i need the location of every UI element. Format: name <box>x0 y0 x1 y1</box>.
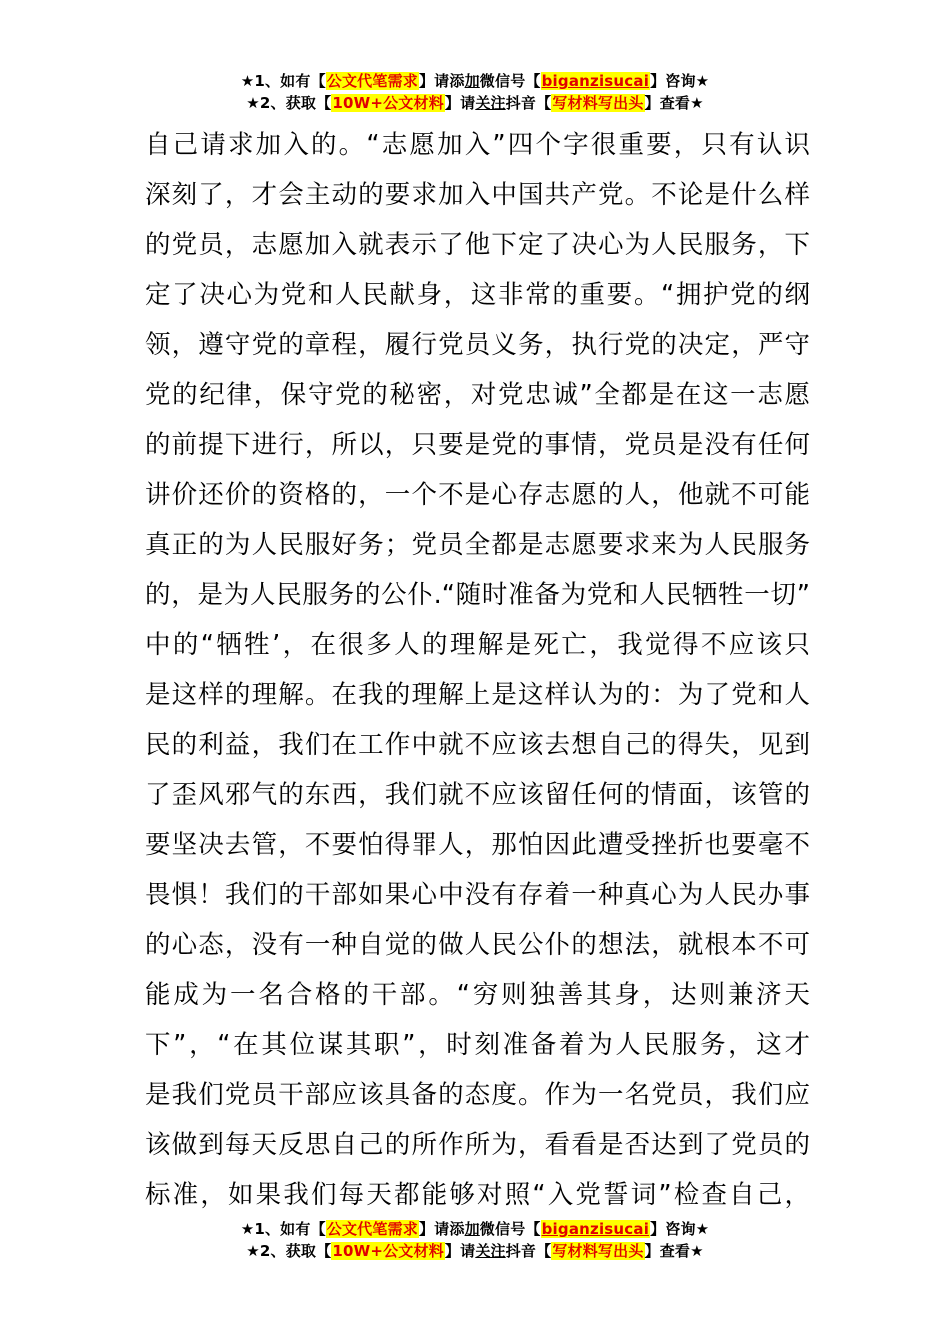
body-line: 下”，“在其位谋其职”，时刻准备着为人民服务，这才 <box>145 1030 810 1060</box>
banner-text: ★1、如有【 <box>240 72 326 90</box>
body-line: 党的纪律，保守党的秘密，对党忠诚”全都是在这一志愿 <box>145 380 810 410</box>
banner-text: 】请添 <box>418 1220 465 1238</box>
wechat-id[interactable]: biganzisucai <box>541 72 650 90</box>
banner-text: 微信号【 <box>479 1220 541 1238</box>
body-line: 领，遵守党的章程，履行党员义务，执行党的决定，严守 <box>145 330 810 360</box>
body-line: 了歪风邪气的东西，我们就不应该留任何的情面，该管的 <box>145 780 810 810</box>
highlight-materials: 10W+公文材料 <box>332 1242 444 1260</box>
banner-line-2 <box>0 1240 950 1262</box>
header-banner <box>0 70 950 114</box>
banner-text: 微信号【 <box>479 72 541 90</box>
body-line: 讲价还价的资格的，一个不是心存志愿的人，他就不可能 <box>145 480 810 510</box>
banner-emphasis: 加 <box>464 1220 480 1238</box>
banner-line-1 <box>0 1218 950 1240</box>
banner-emphasis: 关注 <box>475 1242 506 1260</box>
body-line: 是我们党员干部应该具备的态度。作为一名党员，我们应 <box>145 1080 810 1110</box>
banner-text: 】请 <box>444 1242 476 1260</box>
banner-text: 】查看★ <box>644 1242 704 1260</box>
body-line: 是这样的理解。在我的理解上是这样认为的：为了党和人 <box>145 680 810 710</box>
douyin-account[interactable]: 写材料写出头 <box>552 1242 644 1260</box>
banner-text: ★1、如有【 <box>240 1220 326 1238</box>
highlight-service: 公文代笔需求 <box>326 1220 418 1238</box>
banner-emphasis: 关注 <box>475 94 506 112</box>
wechat-id[interactable]: biganzisucai <box>541 1220 650 1238</box>
body-line: 中的“牺牲’，在很多人的理解是死亡，我觉得不应该只 <box>145 630 810 660</box>
banner-text: 】咨询★ <box>650 72 710 90</box>
body-line: 民的利益，我们在工作中就不应该去想自己的得失，见到 <box>145 730 810 760</box>
banner-text: 】请添 <box>418 72 465 90</box>
document-body <box>145 120 810 1220</box>
body-line: 标准，如果我们每天都能够对照“入党誓词”检查自己， <box>145 1180 810 1210</box>
banner-text: ★2、获取【 <box>246 1242 332 1260</box>
banner-text: 】查看★ <box>644 94 704 112</box>
footer-banner <box>0 1218 950 1262</box>
body-line: 该做到每天反思自己的所作所为，看看是否达到了党员的 <box>145 1130 810 1160</box>
banner-emphasis: 加 <box>464 72 480 90</box>
highlight-materials: 10W+公文材料 <box>332 94 444 112</box>
body-line: 自己请求加入的。“志愿加入”四个字很重要，只有认识 <box>145 130 810 160</box>
banner-line-2 <box>0 92 950 114</box>
body-line: 的党员，志愿加入就表示了他下定了决心为人民服务，下 <box>145 230 810 260</box>
highlight-service: 公文代笔需求 <box>326 72 418 90</box>
body-line: 真正的为人民服好务；党员全都是志愿要求来为人民服务 <box>145 530 810 560</box>
banner-text: ★2、获取【 <box>246 94 332 112</box>
body-line: 畏惧！我们的干部如果心中没有存着一种真心为人民办事 <box>145 880 810 910</box>
body-line: 深刻了，才会主动的要求加入中国共产党。不论是什么样 <box>145 180 810 210</box>
body-line: 的，是为人民服务的公仆.“随时准备为党和人民牺牲一切” <box>145 580 810 610</box>
douyin-account[interactable]: 写材料写出头 <box>552 94 644 112</box>
banner-text: 】请 <box>444 94 476 112</box>
banner-text: 】咨询★ <box>650 1220 710 1238</box>
body-line: 的前提下进行，所以，只要是党的事情，党员是没有任何 <box>145 430 810 460</box>
banner-line-1 <box>0 70 950 92</box>
banner-text: 抖音【 <box>505 94 552 112</box>
body-line: 定了决心为党和人民献身，这非常的重要。“拥护党的纲 <box>145 280 810 310</box>
body-line: 的心态，没有一种自觉的做人民公仆的想法，就根本不可 <box>145 930 810 960</box>
body-line: 能成为一名合格的干部。“穷则独善其身，达则兼济天 <box>145 980 810 1010</box>
banner-text: 抖音【 <box>505 1242 552 1260</box>
body-line: 要坚决去管，不要怕得罪人，那怕因此遭受挫折也要毫不 <box>145 830 810 860</box>
